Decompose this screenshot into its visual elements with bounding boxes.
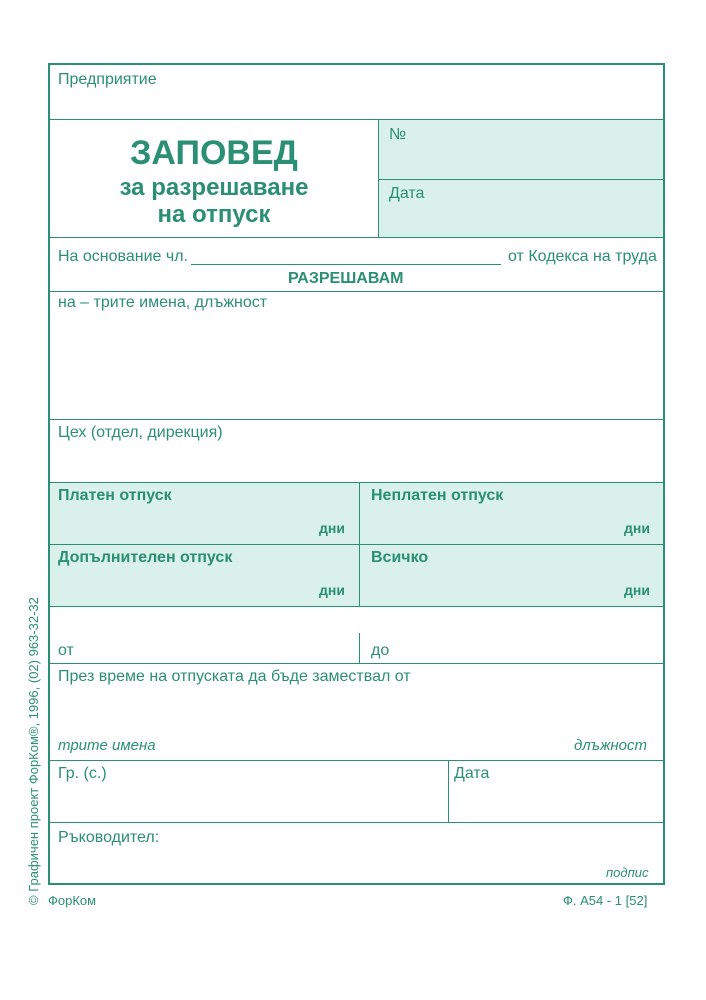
total-days-label: дни bbox=[624, 582, 650, 598]
date-top-box bbox=[379, 180, 663, 237]
unpaid-days-label: дни bbox=[624, 520, 650, 536]
unpaid-leave-label: Неплатен отпуск bbox=[371, 487, 504, 504]
department-row bbox=[50, 420, 663, 483]
substitute-names-label: трите имена bbox=[58, 737, 156, 754]
basis-suffix: от Кодекса на труда bbox=[508, 248, 657, 265]
manager-label: Ръководител: bbox=[58, 829, 160, 846]
footer-code: Ф. А54 - 1 [52] bbox=[563, 893, 648, 908]
manager-row bbox=[50, 823, 663, 883]
basis-row bbox=[50, 238, 663, 292]
signature-label: подпис bbox=[606, 865, 649, 880]
leave-order-form bbox=[48, 63, 665, 885]
additional-days-label: дни bbox=[319, 582, 345, 598]
paid-leave-label: Платен отпуск bbox=[58, 487, 172, 504]
period-from-label: от bbox=[58, 642, 74, 659]
city-date-divider bbox=[448, 761, 449, 822]
footer-brand: ФорКом bbox=[48, 893, 97, 908]
title-line3: на отпуск bbox=[157, 201, 271, 228]
date-top-label: Дата bbox=[389, 185, 425, 202]
substitute-position-label: длъжност bbox=[574, 737, 647, 754]
paid-days-label: дни bbox=[319, 520, 345, 536]
basis-prefix: На основание чл. bbox=[58, 248, 188, 265]
side-copyright: © Графичен проект ФорКом®, 1996, (02) 963-32-32 bbox=[26, 597, 41, 905]
period-row bbox=[50, 607, 663, 664]
period-divider bbox=[359, 633, 360, 663]
basis-article-line[interactable] bbox=[191, 264, 501, 265]
leave-divider-1 bbox=[359, 483, 360, 544]
total-leave-label: Всичко bbox=[371, 549, 429, 566]
additional-leave-label: Допълнителен отпуск bbox=[58, 549, 233, 566]
department-label: Цех (отдел, дирекция) bbox=[58, 424, 223, 441]
city-date-row bbox=[50, 761, 663, 823]
names-label: на – трите имена, длъжност bbox=[58, 294, 268, 311]
names-row bbox=[50, 292, 663, 420]
number-box bbox=[379, 120, 663, 179]
enterprise-row bbox=[50, 65, 663, 120]
title-line2: за разрешаване bbox=[119, 174, 309, 201]
title-main: ЗАПОВЕД bbox=[130, 134, 298, 172]
period-to-label: до bbox=[371, 642, 390, 659]
date-bottom-label: Дата bbox=[454, 765, 490, 782]
enterprise-label: Предприятие bbox=[58, 71, 157, 88]
leave-row-2 bbox=[50, 545, 663, 607]
allow-label: РАЗРЕШАВАМ bbox=[288, 270, 404, 287]
title-block bbox=[50, 120, 378, 237]
leave-row-1 bbox=[50, 483, 663, 545]
number-label: № bbox=[389, 126, 407, 143]
leave-divider-2 bbox=[359, 545, 360, 606]
substitute-row bbox=[50, 664, 663, 761]
substitute-label: През време на отпуската да бъде замествал от bbox=[58, 668, 411, 685]
title-row bbox=[50, 120, 663, 238]
city-label: Гр. (с.) bbox=[58, 765, 107, 782]
